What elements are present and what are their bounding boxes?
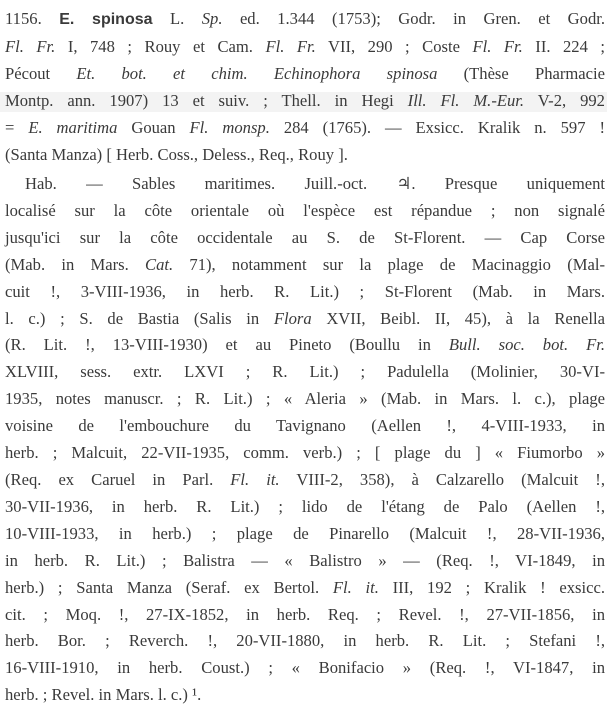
- habitat-line: [5, 332, 605, 359]
- text-run: 30-VII-1936, in herb. R. Lit.) ; lido de l'étang de Palo (Aellen !,: [5, 496, 605, 516]
- text-run: 16-VIII-1910, in herb. Coust.) ; « Bonifacio » (Req. !, VI-1847, in: [5, 658, 605, 678]
- text-run: herb. ; Revel. in Mars. l. c.) ¹.: [5, 685, 202, 705]
- italic-text: Et. bot. et chim. Echinophora spinosa: [76, 63, 438, 83]
- text-run: Hab. — Sables maritimes. Juill.-oct. ♃. Presque uniquement: [25, 174, 605, 193]
- italic-text: Flora: [273, 308, 312, 328]
- text-run: Pécout: [5, 63, 77, 83]
- habitat-line: [5, 628, 605, 655]
- italic-text: Cat.: [145, 254, 174, 274]
- text-run: ed. 1.344 (1753); Godr. in Gren. et Godr.: [222, 9, 605, 28]
- text-run: 284 (1765). — Exsicc. Kralik n. 597 !: [269, 117, 605, 137]
- text-run: 71), notamment sur la plage de Macinaggio (Mal-: [173, 254, 605, 274]
- text-run: V-2, 992: [524, 90, 605, 110]
- entry-line: [5, 6, 605, 34]
- habitat-line: [5, 171, 605, 198]
- entry-line: [5, 61, 605, 88]
- habitat-line: [5, 225, 605, 252]
- text-run: voisine de l'embouchure du Tavignano (Aellen !, 4-VIII-1933, in: [5, 416, 605, 436]
- text-run: 10-VIII-1933, in herb.) ; plage de Pinarello (Malcuit !, 28-VII-1936,: [5, 523, 605, 543]
- entry-line: [5, 34, 605, 61]
- text-run: jusqu'ici sur la côte occidentale au S. de St-Florent. — Cap Corse: [5, 227, 605, 247]
- text-run: (Santa Manza) [ Herb. Coss., Deless., Req., Rouy ].: [5, 144, 348, 164]
- text-run: L.: [152, 9, 202, 28]
- text-run: localisé sur la côte orientale où l'espèce est répandue ; non signalé: [5, 200, 605, 220]
- habitat-line: [5, 440, 605, 467]
- habitat-line: [5, 602, 605, 629]
- text-run: cit. ; Moq. !, 27-IX-1852, in herb. Req. ; Revel. !, 27-VII-1856, in: [5, 604, 605, 624]
- entry-line: [5, 88, 605, 115]
- text-run: XLVIII, sess. extr. LXVI ; R. Lit.) ; Padulella (Molinier, 30-VI-: [5, 362, 605, 382]
- text-run: I, 748 ; Rouy et Cam.: [55, 36, 266, 56]
- text-run: (Req. ex Caruel in Parl.: [5, 469, 231, 489]
- italic-text: Fl. it.: [332, 577, 379, 597]
- entry-number: 1156.: [5, 9, 60, 28]
- text-run: 1935, notes manuscr. ; R. Lit.) ; « Aleria » (Mab. in Mars. l. c.), plage: [5, 389, 605, 409]
- text-run: III, 192 ; Kralik ! exsicc.: [378, 577, 605, 597]
- habitat-line: [5, 548, 605, 575]
- species-name: E. spinosa: [59, 11, 153, 28]
- text-run: cuit !, 3-VIII-1936, in herb. R. Lit.) ; St-Florent (Mab. in Mars.: [5, 281, 605, 301]
- text-run: Gouan: [117, 117, 190, 137]
- text-run: (Mab. in Mars.: [5, 254, 146, 274]
- text-run: =: [5, 117, 29, 137]
- habitat-line: [5, 279, 605, 306]
- italic-text: Ill. Fl. M.-Eur.: [407, 90, 525, 110]
- text-run: herb. Bor. ; Reverch. !, 20-VII-1880, in herb. R. Lit. ; Stefani !,: [5, 631, 605, 651]
- text-run: l. c.) ; S. de Bastia (Salis in: [5, 308, 274, 328]
- habitat-line: [5, 386, 605, 413]
- italic-text: Sp.: [201, 9, 223, 28]
- text-run: VIII-2, 358), à Calzarello (Malcuit !,: [279, 469, 605, 489]
- habitat-line: [5, 306, 605, 333]
- text-run: VII, 290 ; Coste: [315, 36, 473, 56]
- italic-text: Fl. Fr.: [265, 36, 316, 56]
- entry-line: [5, 115, 605, 142]
- habitat-line: [5, 521, 605, 548]
- text-run: herb. ; Malcuit, 22-VII-1935, comm. verb.) ; [ plage du ] « Fiumorbo »: [5, 443, 605, 463]
- entry-line: [5, 142, 607, 169]
- text-run: in herb. R. Lit.) ; Balistra — « Balistro » — (Req. !, VI-1849, in: [5, 550, 605, 570]
- italic-text: E. maritima: [28, 117, 118, 137]
- text-run: II. 224 ;: [522, 36, 606, 56]
- italic-text: Bull. soc. bot. Fr.: [448, 335, 605, 355]
- text-run: (Thèse Pharmacie: [437, 63, 605, 83]
- habitat-line: [5, 575, 605, 602]
- habitat-line: [5, 359, 605, 386]
- italic-text: Fl. it.: [230, 469, 280, 489]
- habitat-line: [5, 494, 605, 521]
- habitat-line: [5, 198, 605, 225]
- italic-text: Fl. Fr.: [5, 36, 56, 56]
- text-run: Montp. ann. 1907) 13 et suiv. ; Thell. in Hegi: [5, 90, 408, 110]
- habitat-line: [5, 252, 605, 279]
- italic-text: Fl. Fr.: [472, 36, 523, 56]
- text-run: XVII, Beibl. II, 45), à la Renella: [311, 308, 605, 328]
- text-run: herb.) ; Santa Manza (Seraf. ex Bertol.: [5, 577, 333, 597]
- habitat-line: [5, 682, 607, 709]
- habitat-line: [5, 655, 605, 682]
- habitat-line: [5, 413, 605, 440]
- habitat-line: [5, 467, 605, 494]
- text-run: (R. Lit. !, 13-VIII-1930) et au Pineto (Boullu in: [5, 335, 449, 355]
- species-entry-paragraph: [5, 6, 607, 168]
- italic-text: Fl. monsp.: [189, 117, 270, 137]
- habitat-paragraph: [5, 171, 607, 709]
